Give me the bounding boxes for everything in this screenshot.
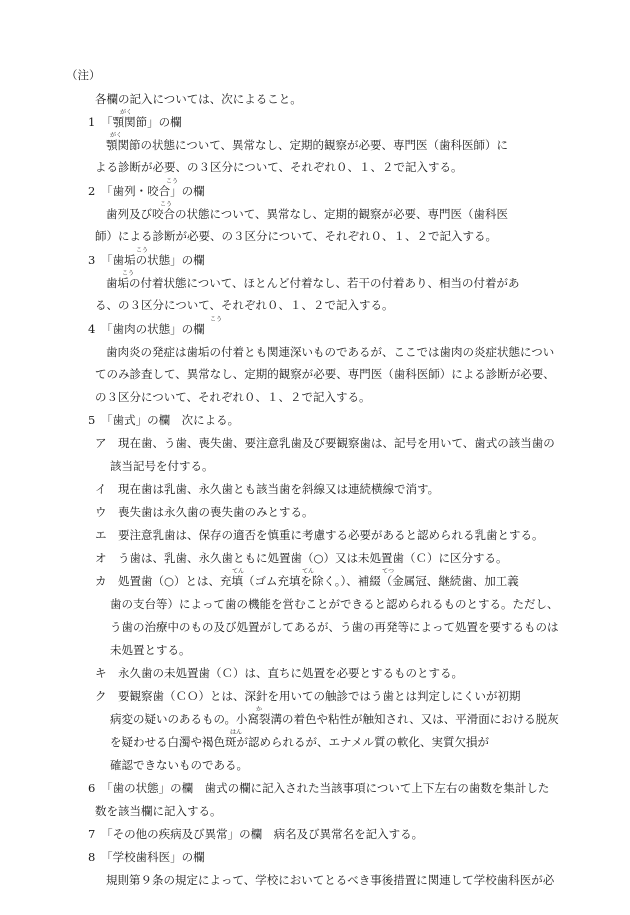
item-8-heading: 8 「学校歯科医」の欄 <box>88 850 205 864</box>
item-5-ka-line-4: 未処置とする。 <box>110 643 191 657</box>
item-6-line-1: 6 「歯の状態」の欄 歯式の欄に記入された当該事項について上下左右の歯数を集計した <box>88 781 550 795</box>
item-2-line-2: 師）による診断が必要、の３区分について、それぞれ０、１、２で記入する。 <box>95 229 498 243</box>
ruby-kou-4: こう <box>122 270 135 277</box>
item-3-line-1: 歯垢の付着状態について、ほとんど付着なし、若干の付着あり、相当の付着があ <box>106 276 520 290</box>
ruby-gaku-2: がく <box>110 132 123 139</box>
ruby-kou-3: こう <box>136 247 149 254</box>
item-4-heading: 4 「歯肉の状態」の欄 <box>88 322 205 336</box>
ruby-gaku-1: がく <box>120 109 133 116</box>
ruby-ten-1: てん <box>232 568 245 575</box>
intro-line: 各欄の記入については、次によること。 <box>95 92 302 106</box>
item-4-line-3: の３区分について、それぞれ０、１、２で記入する。 <box>95 390 371 404</box>
item-2-line-1: 歯列及び咬合の状態について、異常なし、定期的観察が必要、専門医（歯科医 <box>106 207 509 221</box>
ruby-kou-5: こう <box>210 316 223 323</box>
item-2-heading: 2 「歯列・咬合」の欄 <box>88 184 205 198</box>
item-5-ka-line-2: 歯の支台等）によって歯の機能を営むことができると認められるものとする。ただし、 <box>110 597 559 611</box>
ruby-han: はん <box>230 729 243 736</box>
item-5-ku-line-2: 病変の疑いのあるもの。小窩裂溝の着色や粘性が触知され、又は、平滑面における脱灰 <box>110 712 559 726</box>
item-7: 7 「その他の疾病及び異常」の欄 病名及び異常名を記入する。 <box>88 827 424 841</box>
item-5-ka-line-1: カ 処置歯（○）とは、充填（ゴム充填を除く。）、補綴（金属冠、継続歯、加工義 <box>95 574 519 588</box>
item-5-ku-line-1: ク 要観察歯（ＣＯ）とは、深針を用いての触診ではう歯とは判定しにくいが初期 <box>95 689 521 703</box>
item-3-heading: 3 「歯垢の状態」の欄 <box>88 253 205 267</box>
item-5-a-line-1: ア 現在歯、う歯、喪失歯、要注意乳歯及び要観察歯は、記号を用いて、歯式の該当歯の <box>95 436 555 450</box>
item-8-line-1: 規則第９条の規定によって、学校においてとるべき事後措置に関連して学校歯科医が必 <box>106 873 555 887</box>
ruby-ten-2: てん <box>302 568 315 575</box>
item-5-i: イ 現在歯は乳歯、永久歯とも該当歯を斜線又は連続横線で消す。 <box>95 482 440 496</box>
item-6-line-2: 数を該当欄に記入する。 <box>95 804 222 818</box>
ruby-ka: か <box>256 706 263 713</box>
item-5-ka-line-3: う歯の治療中のもの及び処置がしてあるが、う歯の再発等によって処置を要するものは <box>110 620 559 634</box>
item-5-ki: キ 永久歯の未処置歯（Ｃ）は、直ちに処置を必要とするものとする。 <box>95 666 463 680</box>
item-5-u: ウ 喪失歯は永久歯の喪失歯のみとする。 <box>95 505 314 519</box>
item-4-line-2: てのみ診査して、異常なし、定期的観察が必要、専門医（歯科医師）による診断が必要、 <box>95 367 555 381</box>
item-3-line-2: る、の３区分について、それぞれ０、１、２で記入する。 <box>95 298 394 312</box>
item-5-a-line-2: 該当記号を付する。 <box>110 459 214 473</box>
item-1-line-2: よる診断が必要、の３区分について、それぞれ０、１、２で記入する。 <box>95 160 463 174</box>
notes-heading: （注） <box>66 68 101 82</box>
item-5-heading: 5 「歯式」の欄 次による。 <box>88 413 240 427</box>
item-4-line-1: 歯肉炎の発症は歯垢の付着とも関連深いものであるが、ここでは歯肉の炎症状態につい <box>106 345 555 359</box>
ruby-kou-2: こう <box>160 201 173 208</box>
ruby-tetsu: てつ <box>382 568 395 575</box>
item-1-line-1: 顎関節の状態について、異常なし、定期的観察が必要、専門医（歯科医師）に <box>106 138 509 152</box>
item-5-e: エ 要注意乳歯は、保存の適否を慎重に考慮する必要があると認められる乳歯とする。 <box>95 528 544 542</box>
item-5-ku-line-3: を疑わせる白濁や褐色斑が認められるが、エナメル質の軟化、実質欠損が <box>110 735 490 749</box>
item-1-heading: 1 「顎関節」の欄 <box>88 115 182 129</box>
item-5-o: オ う歯は、乳歯、永久歯ともに処置歯（○）又は未処置歯（Ｃ）に区分する。 <box>95 551 508 565</box>
item-5-ku-line-4: 確認できないものである。 <box>110 758 248 772</box>
ruby-kou-1: こう <box>166 178 179 185</box>
